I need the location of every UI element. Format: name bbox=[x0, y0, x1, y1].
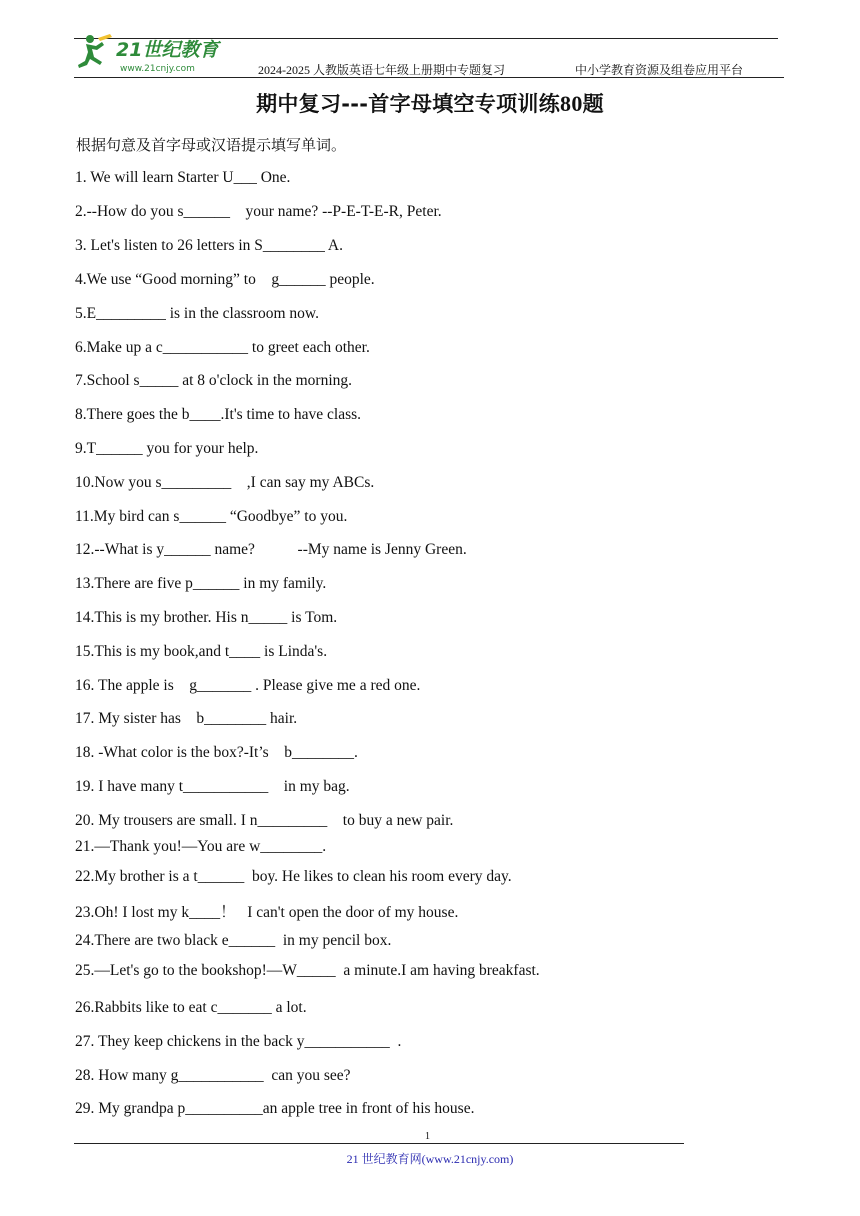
question-item: 15.This is my book,and t____ is Linda's. bbox=[75, 643, 328, 660]
question-item: 11.My bird can s______ “Goodbye” to you. bbox=[75, 508, 348, 525]
logo-text: 21世纪教育 bbox=[116, 39, 219, 61]
title-suffix: 题 bbox=[582, 92, 604, 116]
question-item: 17. My sister has b________ hair. bbox=[75, 710, 298, 727]
question-item: 24.There are two black e______ in my pencil box. bbox=[75, 932, 392, 949]
question-item: 14.This is my brother. His n_____ is Tom. bbox=[75, 609, 338, 626]
header-course-title: 2024-2025 人教版英语七年级上册期中专题复习 bbox=[258, 63, 505, 77]
question-item: 21.—Thank you!—You are w________. bbox=[75, 838, 327, 855]
question-item: 18. -What color is the box?-It’s b________. bbox=[75, 744, 358, 761]
header-bottom-rule bbox=[74, 77, 784, 78]
instruction-text: 根据句意及首字母或汉语提示填写单词。 bbox=[76, 136, 347, 154]
question-item: 16. The apple is g_______ . Please give me a red one. bbox=[75, 677, 421, 694]
site-logo bbox=[76, 30, 246, 76]
question-item: 10.Now you s_________ ,I can say my ABCs. bbox=[75, 474, 375, 491]
page-number: 1 bbox=[425, 1131, 430, 1142]
question-item: 3. Let's listen to 26 letters in S________ A. bbox=[75, 237, 344, 254]
question-item: 25.—Let's go to the bookshop!—W_____ a minute.I am having breakfast. bbox=[75, 962, 540, 979]
question-item: 19. I have many t___________ in my bag. bbox=[75, 778, 350, 795]
question-item: 29. My grandpa p__________an apple tree in front of his house. bbox=[75, 1100, 475, 1117]
question-item: 5.E_________ is in the classroom now. bbox=[75, 305, 319, 322]
page-title bbox=[0, 88, 860, 118]
question-item: 20. My trousers are small. I n_________ to buy a new pair. bbox=[75, 812, 454, 829]
footer-site-link: 21 世纪教育网(www.21cnjy.com) bbox=[346, 1152, 514, 1166]
runner-icon bbox=[78, 34, 112, 68]
question-item: 9.T______ you for your help. bbox=[75, 440, 259, 457]
question-item: 6.Make up a c___________ to greet each other. bbox=[75, 339, 370, 356]
question-item: 27. They keep chickens in the back y___________ . bbox=[75, 1033, 402, 1050]
question-item: 22.My brother is a t______ boy. He likes to clean his room every day. bbox=[75, 868, 512, 885]
question-item: 28. How many g___________ can you see? bbox=[75, 1067, 351, 1084]
header-platform-name: 中小学教育资源及组卷应用平台 bbox=[575, 63, 744, 77]
question-item: 7.School s_____ at 8 o'clock in the morning. bbox=[75, 372, 353, 389]
title-number: 80 bbox=[560, 91, 583, 116]
question-item: 12.--What is y______ name? --My name is Jenny Green. bbox=[75, 541, 467, 558]
question-item: 1. We will learn Starter U___ One. bbox=[75, 169, 291, 186]
question-item: 23.Oh! I lost my k____！ I can't open the door of my house. bbox=[75, 904, 459, 921]
logo-url: www.21cnjy.com bbox=[120, 64, 195, 74]
footer-rule bbox=[74, 1143, 684, 1144]
title-prefix: 期中复习---首字母填空专项训练 bbox=[256, 92, 561, 116]
question-item: 4.We use “Good morning” to g______ people. bbox=[75, 271, 375, 288]
question-item: 2.--How do you s______ your name? --P-E-T-E-R, Peter. bbox=[75, 203, 442, 220]
question-item: 13.There are five p______ in my family. bbox=[75, 575, 327, 592]
question-item: 8.There goes the b____.It's time to have class. bbox=[75, 406, 362, 423]
question-item: 26.Rabbits like to eat c_______ a lot. bbox=[75, 999, 307, 1016]
